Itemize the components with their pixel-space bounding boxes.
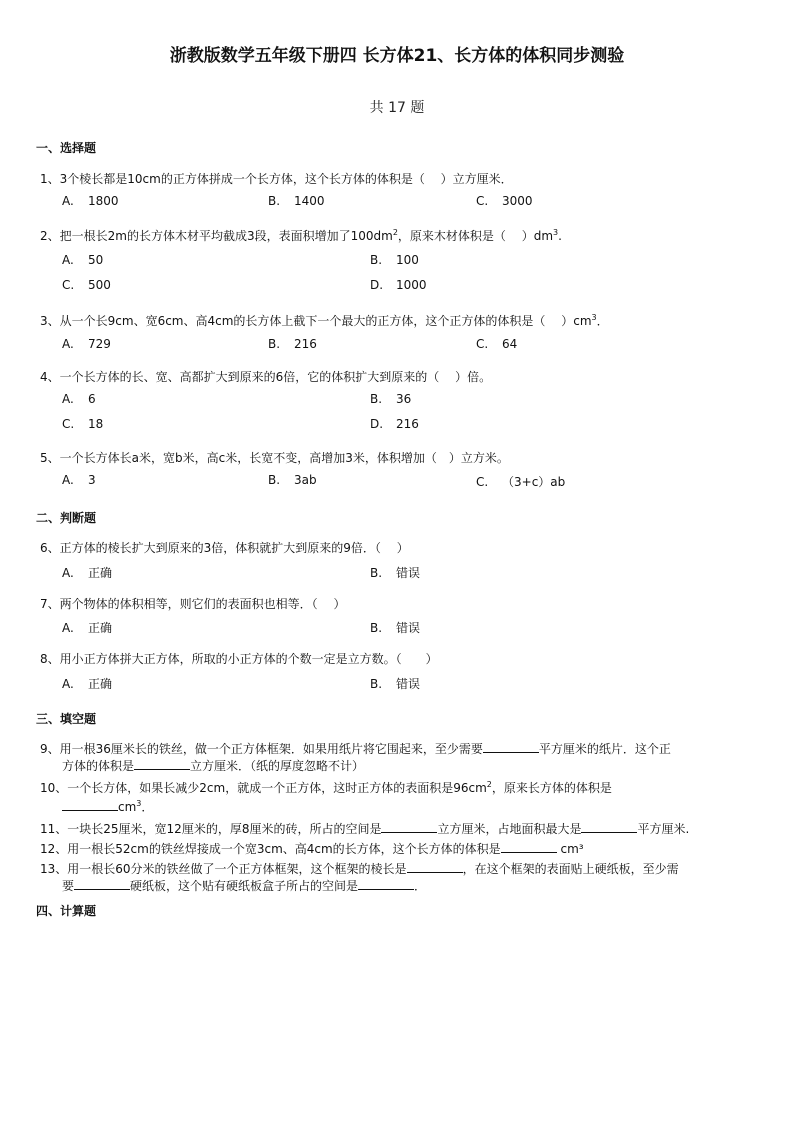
option-c[interactable] [476, 473, 565, 490]
question-9-continued [62, 757, 364, 774]
question-text: ． [596, 314, 609, 328]
option-letter: B. [268, 473, 281, 487]
option-letter: B. [268, 337, 281, 351]
option-b[interactable] [370, 392, 411, 406]
question-text: 3个棱长都是10cm的正方体拼成一个长方体，这个长方体的体积是（ ）立方厘米． [59, 172, 513, 186]
question-13 [40, 860, 679, 877]
option-a[interactable] [62, 473, 96, 487]
option-text: 3ab [294, 473, 317, 487]
option-letter: A. [62, 566, 74, 580]
answer-blank[interactable] [407, 861, 463, 873]
question-5 [40, 449, 509, 466]
option-text: 216 [396, 417, 419, 431]
option-text: 1800 [88, 194, 119, 208]
question-12 [40, 840, 584, 857]
option-text: 错误 [396, 566, 421, 580]
option-text: 1000 [396, 278, 427, 292]
superscript: 3 [553, 228, 559, 237]
question-text: ． [141, 800, 154, 814]
section-heading-choice: 一、选择题 [36, 141, 97, 155]
question-number: 10、 [40, 781, 68, 795]
superscript: 2 [392, 228, 398, 237]
question-number: 9、 [40, 742, 60, 756]
question-number: 4、 [40, 370, 60, 384]
option-letter: B. [370, 392, 383, 406]
question-text: 用一根长60分米的铁丝做了一个正方体框架，这个框架的棱长是 [67, 862, 407, 876]
option-letter: A. [62, 337, 74, 351]
option-d[interactable] [370, 417, 419, 431]
question-text: 立方厘米，占地面积最大是 [437, 822, 582, 836]
option-b[interactable] [268, 473, 317, 487]
option-b[interactable] [370, 675, 420, 692]
question-text: ，原来木材体积是（ ）dm [397, 229, 554, 243]
option-text: 正确 [88, 621, 113, 635]
question-number: 13、 [40, 862, 68, 876]
option-letter: A. [62, 253, 74, 267]
option-b[interactable] [370, 564, 420, 581]
question-7 [40, 595, 345, 612]
option-text: 1400 [294, 194, 325, 208]
question-text: 把一根长2m的长方体木材平均截成3段，表面积增加了100dm [59, 229, 393, 243]
option-letter: A. [62, 392, 74, 406]
option-letter: D. [370, 278, 384, 292]
option-b[interactable] [370, 253, 419, 267]
question-6 [40, 539, 409, 556]
option-text: 错误 [396, 621, 421, 635]
answer-blank[interactable] [581, 821, 637, 833]
answer-blank[interactable] [358, 878, 414, 890]
option-b[interactable] [370, 619, 420, 636]
question-text: . [558, 229, 562, 243]
question-11 [40, 820, 689, 837]
superscript: 3 [591, 313, 597, 322]
option-letter: C. [62, 417, 75, 431]
option-text: 729 [88, 337, 111, 351]
option-text: 216 [294, 337, 317, 351]
option-letter: B. [370, 677, 383, 691]
option-text: 6 [88, 392, 96, 406]
question-10 [40, 779, 612, 796]
question-text: ，原来长方体的体积是 [491, 781, 612, 795]
option-a[interactable] [62, 337, 111, 351]
option-text: 18 [88, 417, 104, 431]
question-text: 用一根36厘米长的铁丝，做一个正方体框架．如果用纸片将它围起来，至少需要 [59, 742, 483, 756]
question-number: 2、 [40, 229, 60, 243]
option-text: 50 [88, 253, 104, 267]
question-text: 平方厘米. [637, 822, 690, 836]
option-text: 正确 [88, 677, 113, 691]
option-b[interactable] [268, 194, 325, 208]
question-text: cm³ [556, 842, 584, 856]
page-title: 浙教版数学五年级下册四 长方体21、长方体的体积同步测验 [169, 46, 625, 66]
option-text: 500 [88, 278, 111, 292]
question-text: 两个物体的体积相等，则它们的表面积也相等．（ ） [59, 597, 346, 611]
question-3 [40, 312, 609, 329]
question-text: ． [414, 879, 427, 893]
question-text: 用小正方体拼大正方体，所取的小正方体的个数一定是立方数。（ ） [59, 652, 438, 666]
option-c[interactable] [62, 417, 103, 431]
question-8 [40, 650, 438, 667]
question-number: 5、 [40, 451, 60, 465]
section-heading-judge: 二、判断题 [36, 511, 97, 525]
option-letter: C. [476, 337, 489, 351]
question-text: ，在这个框架的表面贴上硬纸板，至少需 [462, 862, 679, 876]
option-letter: B. [370, 621, 383, 635]
question-text: 立方厘米．（纸的厚度忽略不计） [190, 759, 365, 773]
answer-blank[interactable] [483, 741, 539, 753]
option-letter: B. [268, 194, 281, 208]
question-number: 1、 [40, 172, 60, 186]
superscript: 2 [486, 780, 492, 789]
question-text: 要 [62, 879, 75, 893]
option-text: 错误 [396, 677, 421, 691]
question-text: 正方体的棱长扩大到原来的3倍，体积就扩大到原来的9倍．（ ） [59, 541, 409, 555]
option-letter: A. [62, 621, 74, 635]
question-text: cm [118, 800, 137, 814]
question-text: 平方厘米的纸片．这个正 [538, 742, 671, 756]
option-text: 3 [88, 473, 96, 487]
option-b[interactable] [268, 337, 317, 351]
option-letter: A. [62, 194, 74, 208]
answer-blank[interactable] [134, 758, 190, 770]
question-text: 一个长方体的长、宽、高都扩大到原来的6倍，它的体积扩大到原来的（ ）倍。 [59, 370, 492, 384]
option-text: 64 [502, 337, 518, 351]
question-text: 从一个长9cm、宽6cm、高4cm的长方体上截下一个最大的正方体，这个正方体的体积是（ ）cm [59, 314, 592, 328]
option-text: 正确 [88, 566, 113, 580]
option-letter: B. [370, 253, 383, 267]
question-text: 用一根长52cm的铁丝焊接成一个宽3cm、高4cm的长方体，这个长方体的体积是 [67, 842, 501, 856]
answer-blank[interactable] [501, 841, 557, 853]
question-count: 共 17 题 [369, 100, 425, 116]
option-c[interactable] [62, 278, 111, 292]
superscript: 3 [136, 799, 142, 808]
question-1 [40, 170, 513, 187]
section-heading-fill: 三、填空题 [36, 712, 97, 726]
question-number: 8、 [40, 652, 60, 666]
question-number: 7、 [40, 597, 60, 611]
option-letter: B. [370, 566, 383, 580]
option-c[interactable] [476, 337, 517, 351]
answer-blank[interactable] [62, 799, 118, 811]
option-text: 100 [396, 253, 419, 267]
question-text: 方体的体积是 [62, 759, 135, 773]
option-letter: A. [62, 677, 74, 691]
option-a[interactable] [62, 253, 103, 267]
option-a[interactable] [62, 564, 112, 581]
question-9 [40, 740, 671, 757]
option-letter: C. [476, 475, 489, 489]
question-10-continued [62, 798, 153, 815]
question-text: 一块长25厘米，宽12厘米的，厚8厘米的砖，所占的空间是 [67, 822, 382, 836]
question-text: 一个长方体，如果长减少2cm，就成一个正方体，这时正方体的表面积是96cm [67, 781, 487, 795]
option-a[interactable] [62, 194, 119, 208]
option-letter: A. [62, 473, 74, 487]
option-a[interactable] [62, 675, 112, 692]
question-number: 12、 [40, 842, 68, 856]
option-a[interactable] [62, 619, 112, 636]
section-heading-calc: 四、计算题 [36, 904, 97, 918]
option-letter: C. [476, 194, 489, 208]
question-13-continued [62, 877, 426, 894]
question-text: 一个长方体长a米，宽b米，高c米，长宽不变，高增加3米，体积增加（ ）立方米。 [59, 451, 509, 465]
answer-blank[interactable] [74, 878, 130, 890]
option-a[interactable] [62, 392, 96, 406]
option-letter: D. [370, 417, 384, 431]
question-text: 硬纸板，这个贴有硬纸板盒子所占的空间是 [130, 879, 359, 893]
answer-blank[interactable] [381, 821, 437, 833]
question-number: 6、 [40, 541, 60, 555]
option-c[interactable] [476, 194, 533, 208]
question-2 [40, 227, 562, 244]
option-text: （3+c）ab [502, 475, 566, 489]
question-4 [40, 368, 491, 385]
question-number: 11、 [40, 822, 68, 836]
option-text: 36 [396, 392, 412, 406]
question-number: 3、 [40, 314, 60, 328]
option-text: 3000 [502, 194, 533, 208]
option-letter: C. [62, 278, 75, 292]
option-d[interactable] [370, 278, 427, 292]
